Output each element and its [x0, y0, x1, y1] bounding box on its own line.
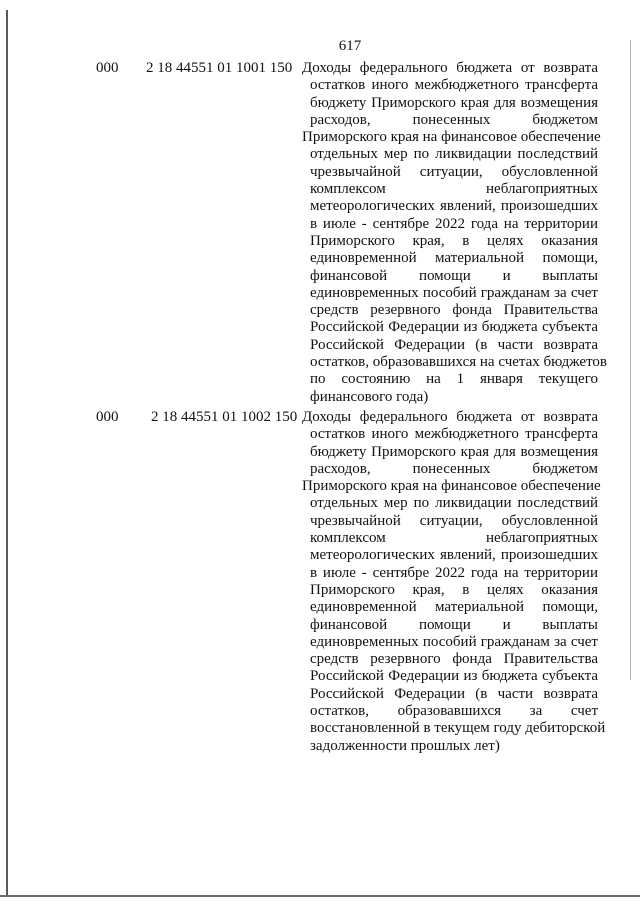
- description-line: средств резервного фонда Правительства: [310, 651, 598, 668]
- description-line: восстановленной в текущем году дебиторской: [310, 720, 606, 737]
- description-line: чрезвычайной ситуации, обусловленной: [310, 163, 598, 180]
- description-line: чрезвычайной ситуации, обусловленной: [310, 512, 598, 529]
- description-line: отдельных мер по ликвидации последствий: [310, 495, 598, 512]
- owner-code: 000: [96, 60, 119, 76]
- description-line: комплексом неблагоприятных: [310, 530, 598, 547]
- description-line: расходов, понесенных бюджетом: [310, 111, 598, 128]
- description-line: остатков иного межбюджетного трансферта: [310, 426, 598, 443]
- description-line: комплексом неблагоприятных: [310, 181, 598, 198]
- budget-classification-code: 2 18 44551 01 1001 150: [146, 60, 293, 76]
- description-line: единовременной материальной помощи,: [310, 599, 598, 616]
- owner-code: 000: [96, 409, 119, 425]
- page-edge-left: [6, 10, 8, 895]
- description-line: метеорологических явлений, произошедших: [310, 198, 598, 215]
- description-line: бюджету Приморского края для возмещения: [310, 443, 598, 460]
- description-line: единовременных пособий гражданам за счет: [310, 633, 598, 650]
- description-line: Приморского края, в целях оказания: [310, 232, 598, 249]
- description-line: Доходы федерального бюджета от возврата: [302, 60, 598, 76]
- description-line: в июле - сентябре 2022 года на территории: [310, 215, 598, 232]
- description-line: остатков иного межбюджетного трансферта: [310, 77, 598, 94]
- description-line: финансовой помощи и выплаты: [310, 616, 598, 633]
- description-line: Доходы федерального бюджета от возврата: [302, 409, 598, 425]
- description-line: Российской Федерации (в части возврата: [310, 685, 598, 702]
- description-line: Приморского края на финансовое обеспечение: [302, 478, 601, 495]
- income-description: [302, 60, 608, 406]
- budget-classification-code: 2 18 44551 01 1002 150: [151, 409, 298, 425]
- description-line: отдельных мер по ликвидации последствий: [310, 146, 598, 163]
- description-line: финансового года): [310, 388, 429, 405]
- description-line: единовременной материальной помощи,: [310, 250, 598, 267]
- page-edge-bottom: [0, 895, 640, 897]
- description-line: в июле - сентябре 2022 года на территории: [310, 564, 598, 581]
- description-line: метеорологических явлений, произошедших: [310, 547, 598, 564]
- description-line: Приморского края на финансовое обеспечение: [302, 129, 601, 146]
- description-line: задолженности прошлых лет): [310, 737, 500, 754]
- page-number: 617: [338, 38, 362, 54]
- description-line: остатков, образовавшихся на счетах бюджетов: [310, 354, 608, 371]
- description-line: Российской Федерации из бюджета субъекта: [310, 668, 598, 685]
- description-line: остатков, образовавшихся за счет: [310, 703, 598, 720]
- income-description: [302, 409, 606, 755]
- description-line: Приморского края, в целях оказания: [310, 581, 598, 598]
- page-edge-right: [630, 40, 631, 680]
- description-line: средств резервного фонда Правительства: [310, 302, 598, 319]
- description-line: расходов, понесенных бюджетом: [310, 460, 598, 477]
- description-line: бюджету Приморского края для возмещения: [310, 94, 598, 111]
- description-line: Российской Федерации из бюджета субъекта: [310, 319, 598, 336]
- description-line: финансовой помощи и выплаты: [310, 267, 598, 284]
- description-line: по состоянию на 1 января текущего: [310, 371, 598, 388]
- description-line: единовременных пособий гражданам за счет: [310, 284, 598, 301]
- description-line: Российской Федерации (в части возврата: [310, 336, 598, 353]
